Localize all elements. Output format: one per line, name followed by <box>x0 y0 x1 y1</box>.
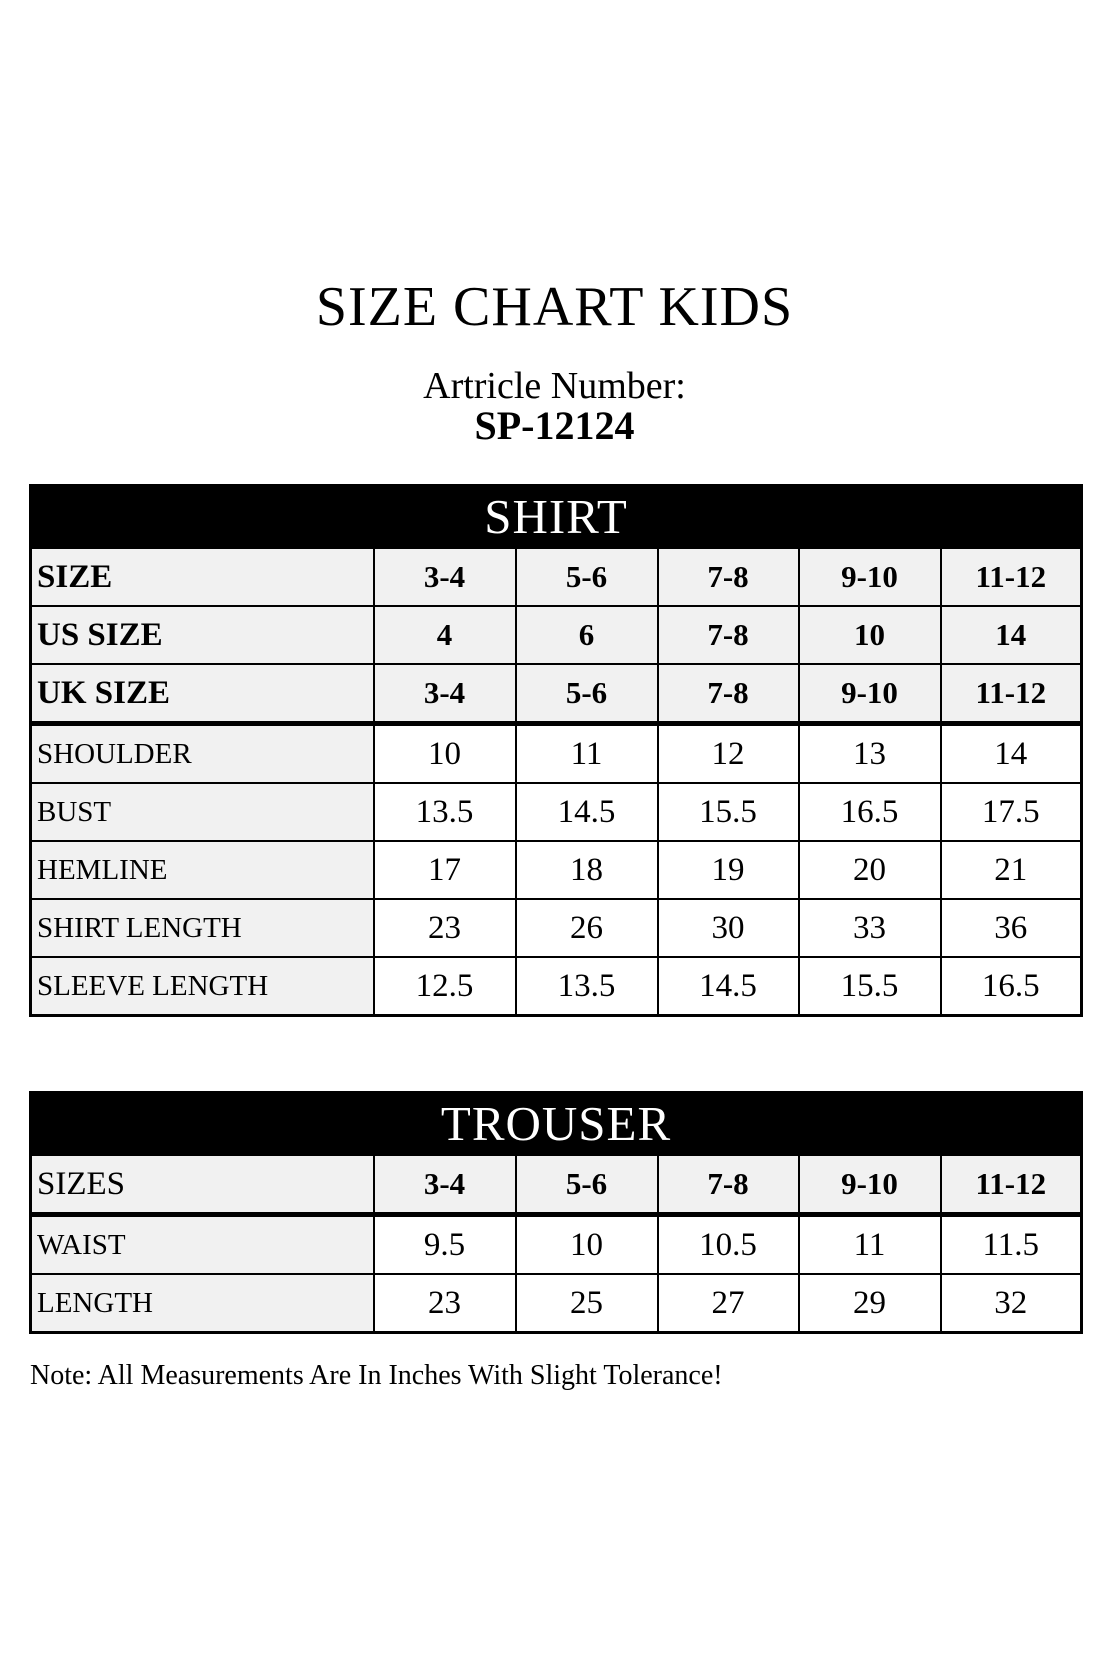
table-row <box>31 841 1082 899</box>
cell: 15.5 <box>658 783 799 841</box>
cell: 32 <box>941 1274 1082 1333</box>
cell: 11-12 <box>941 1155 1082 1215</box>
trouser-table-header-row <box>31 1093 1082 1155</box>
row-label: US SIZE <box>31 606 374 664</box>
measurement-note: Note: All Measurements Are In Inches With Slight Tolerance! <box>30 1360 723 1391</box>
cell: 3-4 <box>374 548 516 607</box>
cell: 26 <box>516 899 658 957</box>
cell: 12.5 <box>374 957 516 1016</box>
table-row <box>31 899 1082 957</box>
cell: 11 <box>516 724 658 784</box>
row-label: UK SIZE <box>31 664 374 724</box>
shirt-table-title: SHIRT <box>31 486 1082 548</box>
cell: 33 <box>799 899 941 957</box>
cell: 7-8 <box>658 1155 799 1215</box>
row-label: SLEEVE LENGTH <box>31 957 374 1016</box>
cell: 7-8 <box>658 606 799 664</box>
cell: 16.5 <box>799 783 941 841</box>
trouser-table <box>29 1091 1083 1334</box>
cell: 10 <box>374 724 516 784</box>
cell: 5-6 <box>516 1155 658 1215</box>
row-label: SHIRT LENGTH <box>31 899 374 957</box>
page-title: SIZE CHART KIDS <box>315 276 794 338</box>
row-label: SIZE <box>31 548 374 607</box>
cell: 27 <box>658 1274 799 1333</box>
article-number-value: SP-12124 <box>474 403 635 448</box>
table-row <box>31 783 1082 841</box>
cell: 3-4 <box>374 664 516 724</box>
table-row <box>31 1215 1082 1275</box>
cell: 9-10 <box>799 664 941 724</box>
cell: 3-4 <box>374 1155 516 1215</box>
cell: 4 <box>374 606 516 664</box>
cell: 7-8 <box>658 664 799 724</box>
cell: 16.5 <box>941 957 1082 1016</box>
cell: 14.5 <box>658 957 799 1016</box>
cell: 7-8 <box>658 548 799 607</box>
row-label: LENGTH <box>31 1274 374 1333</box>
table-row <box>31 548 1082 607</box>
table-row <box>31 606 1082 664</box>
row-label: HEMLINE <box>31 841 374 899</box>
table-row <box>31 664 1082 724</box>
cell: 14.5 <box>516 783 658 841</box>
cell: 5-6 <box>516 664 658 724</box>
cell: 11-12 <box>941 548 1082 607</box>
cell: 18 <box>516 841 658 899</box>
article-number-label: Artricle Number: <box>423 365 686 407</box>
cell: 5-6 <box>516 548 658 607</box>
cell: 14 <box>941 606 1082 664</box>
cell: 20 <box>799 841 941 899</box>
cell: 9.5 <box>374 1215 516 1275</box>
cell: 11-12 <box>941 664 1082 724</box>
table-row <box>31 724 1082 784</box>
shirt-table <box>29 484 1083 1017</box>
cell: 9-10 <box>799 1155 941 1215</box>
cell: 10 <box>799 606 941 664</box>
cell: 29 <box>799 1274 941 1333</box>
cell: 21 <box>941 841 1082 899</box>
table-row <box>31 1274 1082 1333</box>
cell: 17 <box>374 841 516 899</box>
table-row <box>31 1155 1082 1215</box>
cell: 10 <box>516 1215 658 1275</box>
trouser-table-title: TROUSER <box>31 1093 1082 1155</box>
cell: 12 <box>658 724 799 784</box>
cell: 36 <box>941 899 1082 957</box>
cell: 10.5 <box>658 1215 799 1275</box>
cell: 15.5 <box>799 957 941 1016</box>
row-label: BUST <box>31 783 374 841</box>
cell: 11.5 <box>941 1215 1082 1275</box>
table-row <box>31 957 1082 1016</box>
cell: 13.5 <box>374 783 516 841</box>
cell: 23 <box>374 1274 516 1333</box>
cell: 25 <box>516 1274 658 1333</box>
cell: 17.5 <box>941 783 1082 841</box>
cell: 13 <box>799 724 941 784</box>
cell: 19 <box>658 841 799 899</box>
cell: 9-10 <box>799 548 941 607</box>
cell: 13.5 <box>516 957 658 1016</box>
cell: 14 <box>941 724 1082 784</box>
cell: 11 <box>799 1215 941 1275</box>
row-label: SIZES <box>31 1155 374 1215</box>
cell: 23 <box>374 899 516 957</box>
cell: 30 <box>658 899 799 957</box>
cell: 6 <box>516 606 658 664</box>
row-label: SHOULDER <box>31 724 374 784</box>
shirt-table-header-row <box>31 486 1082 548</box>
row-label: WAIST <box>31 1215 374 1275</box>
